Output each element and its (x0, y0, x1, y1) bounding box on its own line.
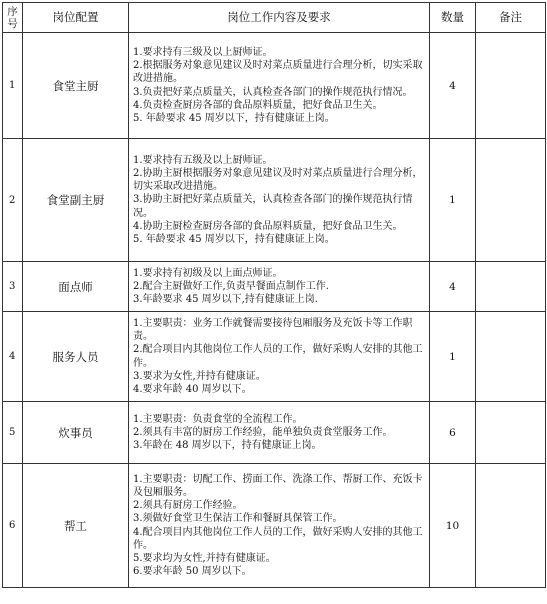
requirement-line: 2.协助主厨根据服务对象意见建议及时对菜点质量进行合理分析，切实采取改进措施。 (133, 168, 423, 193)
requirement-line: 5. 年龄要求 45 周岁以下，持有健康证上岗。 (133, 233, 335, 245)
requirement-line: 1.主要职责：业务工作就餐需要接待包厢服务及充饭卡等工作职责。 (133, 318, 413, 343)
row-remarks (476, 33, 546, 139)
row-quantity: 6 (430, 402, 476, 464)
row-seq: 4 (3, 312, 23, 402)
requirement-line: 1.主要职责：切配工作、捞面工作、洗涤工作、帮厨工作、充饭卡及包厢服务。 (133, 474, 423, 499)
row-quantity: 1 (430, 139, 476, 262)
row-position: 食堂副主厨 (23, 139, 129, 262)
requirement-line: 1.要求持有五级及以上厨师证。 (133, 155, 273, 167)
row-seq: 1 (3, 33, 23, 139)
job-requirements-table (2, 2, 546, 588)
row-seq: 6 (3, 464, 23, 588)
requirement-line: 3.年龄要求 45 周岁以下,持有健康证上岗. (133, 294, 318, 306)
requirement-line: 2.配合项目内其他岗位工作人员的工作，做好采购人安排的其他工作。 (133, 344, 423, 369)
row-position: 食堂主厨 (23, 33, 129, 139)
row-seq: 5 (3, 402, 23, 464)
table-row (3, 139, 546, 262)
requirement-line: 4.要求年龄 40 周岁以下。 (133, 383, 252, 395)
header-position: 岗位配置 (23, 3, 129, 33)
requirement-line: 2.配合主厨做好工作,负责早餐面点制作工作. (133, 280, 329, 292)
requirement-line: 4.协助主厨检查厨房各部的食品原料质量，把好食品卫生关。 (133, 220, 403, 232)
table-row (3, 464, 546, 588)
row-seq: 3 (3, 262, 23, 312)
row-remarks (476, 262, 546, 312)
header-quantity: 数量 (430, 3, 476, 33)
row-quantity: 4 (430, 33, 476, 139)
header-remarks: 备注 (476, 3, 546, 33)
requirement-line: 3.年龄在 48 周岁以下，持有健康证上岗。 (133, 440, 322, 452)
row-seq: 2 (3, 139, 23, 262)
header-content: 岗位工作内容及要求 (129, 3, 430, 33)
row-position: 面点师 (23, 262, 129, 312)
row-requirements (129, 262, 430, 312)
requirement-line: 3.协助主厨把好菜点质量关，认真检查各部门的操作规范执行情况。 (133, 194, 413, 219)
row-requirements (129, 33, 430, 139)
requirement-line: 2.须具有丰富的厨房工作经验，能单独负责食堂服务工作。 (133, 426, 393, 438)
row-requirements (129, 312, 430, 402)
requirement-line: 5.要求均为女性,并持有健康证。 (133, 552, 276, 564)
requirement-line: 1.要求持有三级及以上厨师证。 (133, 47, 273, 59)
header-seq: 序 号 (3, 3, 23, 33)
requirement-line: 3.负责把好菜点质量关，认真检查各部门的操作规范执行情况。 (133, 86, 413, 98)
row-requirements (129, 139, 430, 262)
row-position: 服务人员 (23, 312, 129, 402)
row-quantity: 4 (430, 262, 476, 312)
row-requirements (129, 464, 430, 588)
table-header-row (3, 3, 546, 33)
row-position: 炊事员 (23, 402, 129, 464)
requirement-line: 5. 年龄要求 45 周岁以下，持有健康证上岗。 (133, 112, 335, 124)
requirement-line: 6.要求年龄 50 周岁以下。 (133, 565, 252, 577)
table-row (3, 262, 546, 312)
row-quantity: 10 (430, 464, 476, 588)
row-requirements (129, 402, 430, 464)
requirement-line: 4.配合项目内其他岗位工作人员的工作，做好采购人安排的其他工作。 (133, 526, 423, 551)
row-remarks (476, 402, 546, 464)
row-remarks (476, 464, 546, 588)
requirement-line: 1.主要职责：负责食堂的全流程工作。 (133, 413, 303, 425)
row-remarks (476, 312, 546, 402)
table-row (3, 312, 546, 402)
requirement-line: 2.须具有厨房工作经验。 (133, 500, 243, 512)
requirement-line: 2.根据服务对象意见建议及时对菜点质量进行合理分析，切实采取改进措施。 (133, 60, 423, 85)
requirement-line: 3.要求为女性,并持有健康证。 (133, 370, 266, 382)
table-row (3, 402, 546, 464)
row-position: 帮工 (23, 464, 129, 588)
row-quantity: 1 (430, 312, 476, 402)
requirement-line: 4.负责检查厨房各部的食品原料质量，把好食品卫生关。 (133, 99, 383, 111)
requirement-line: 3.须做好食堂卫生保洁工作和餐厨具保管工作。 (133, 513, 343, 525)
table-row (3, 33, 546, 139)
row-remarks (476, 139, 546, 262)
requirement-line: 1.要求持有初级及以上面点师证。 (133, 267, 283, 279)
